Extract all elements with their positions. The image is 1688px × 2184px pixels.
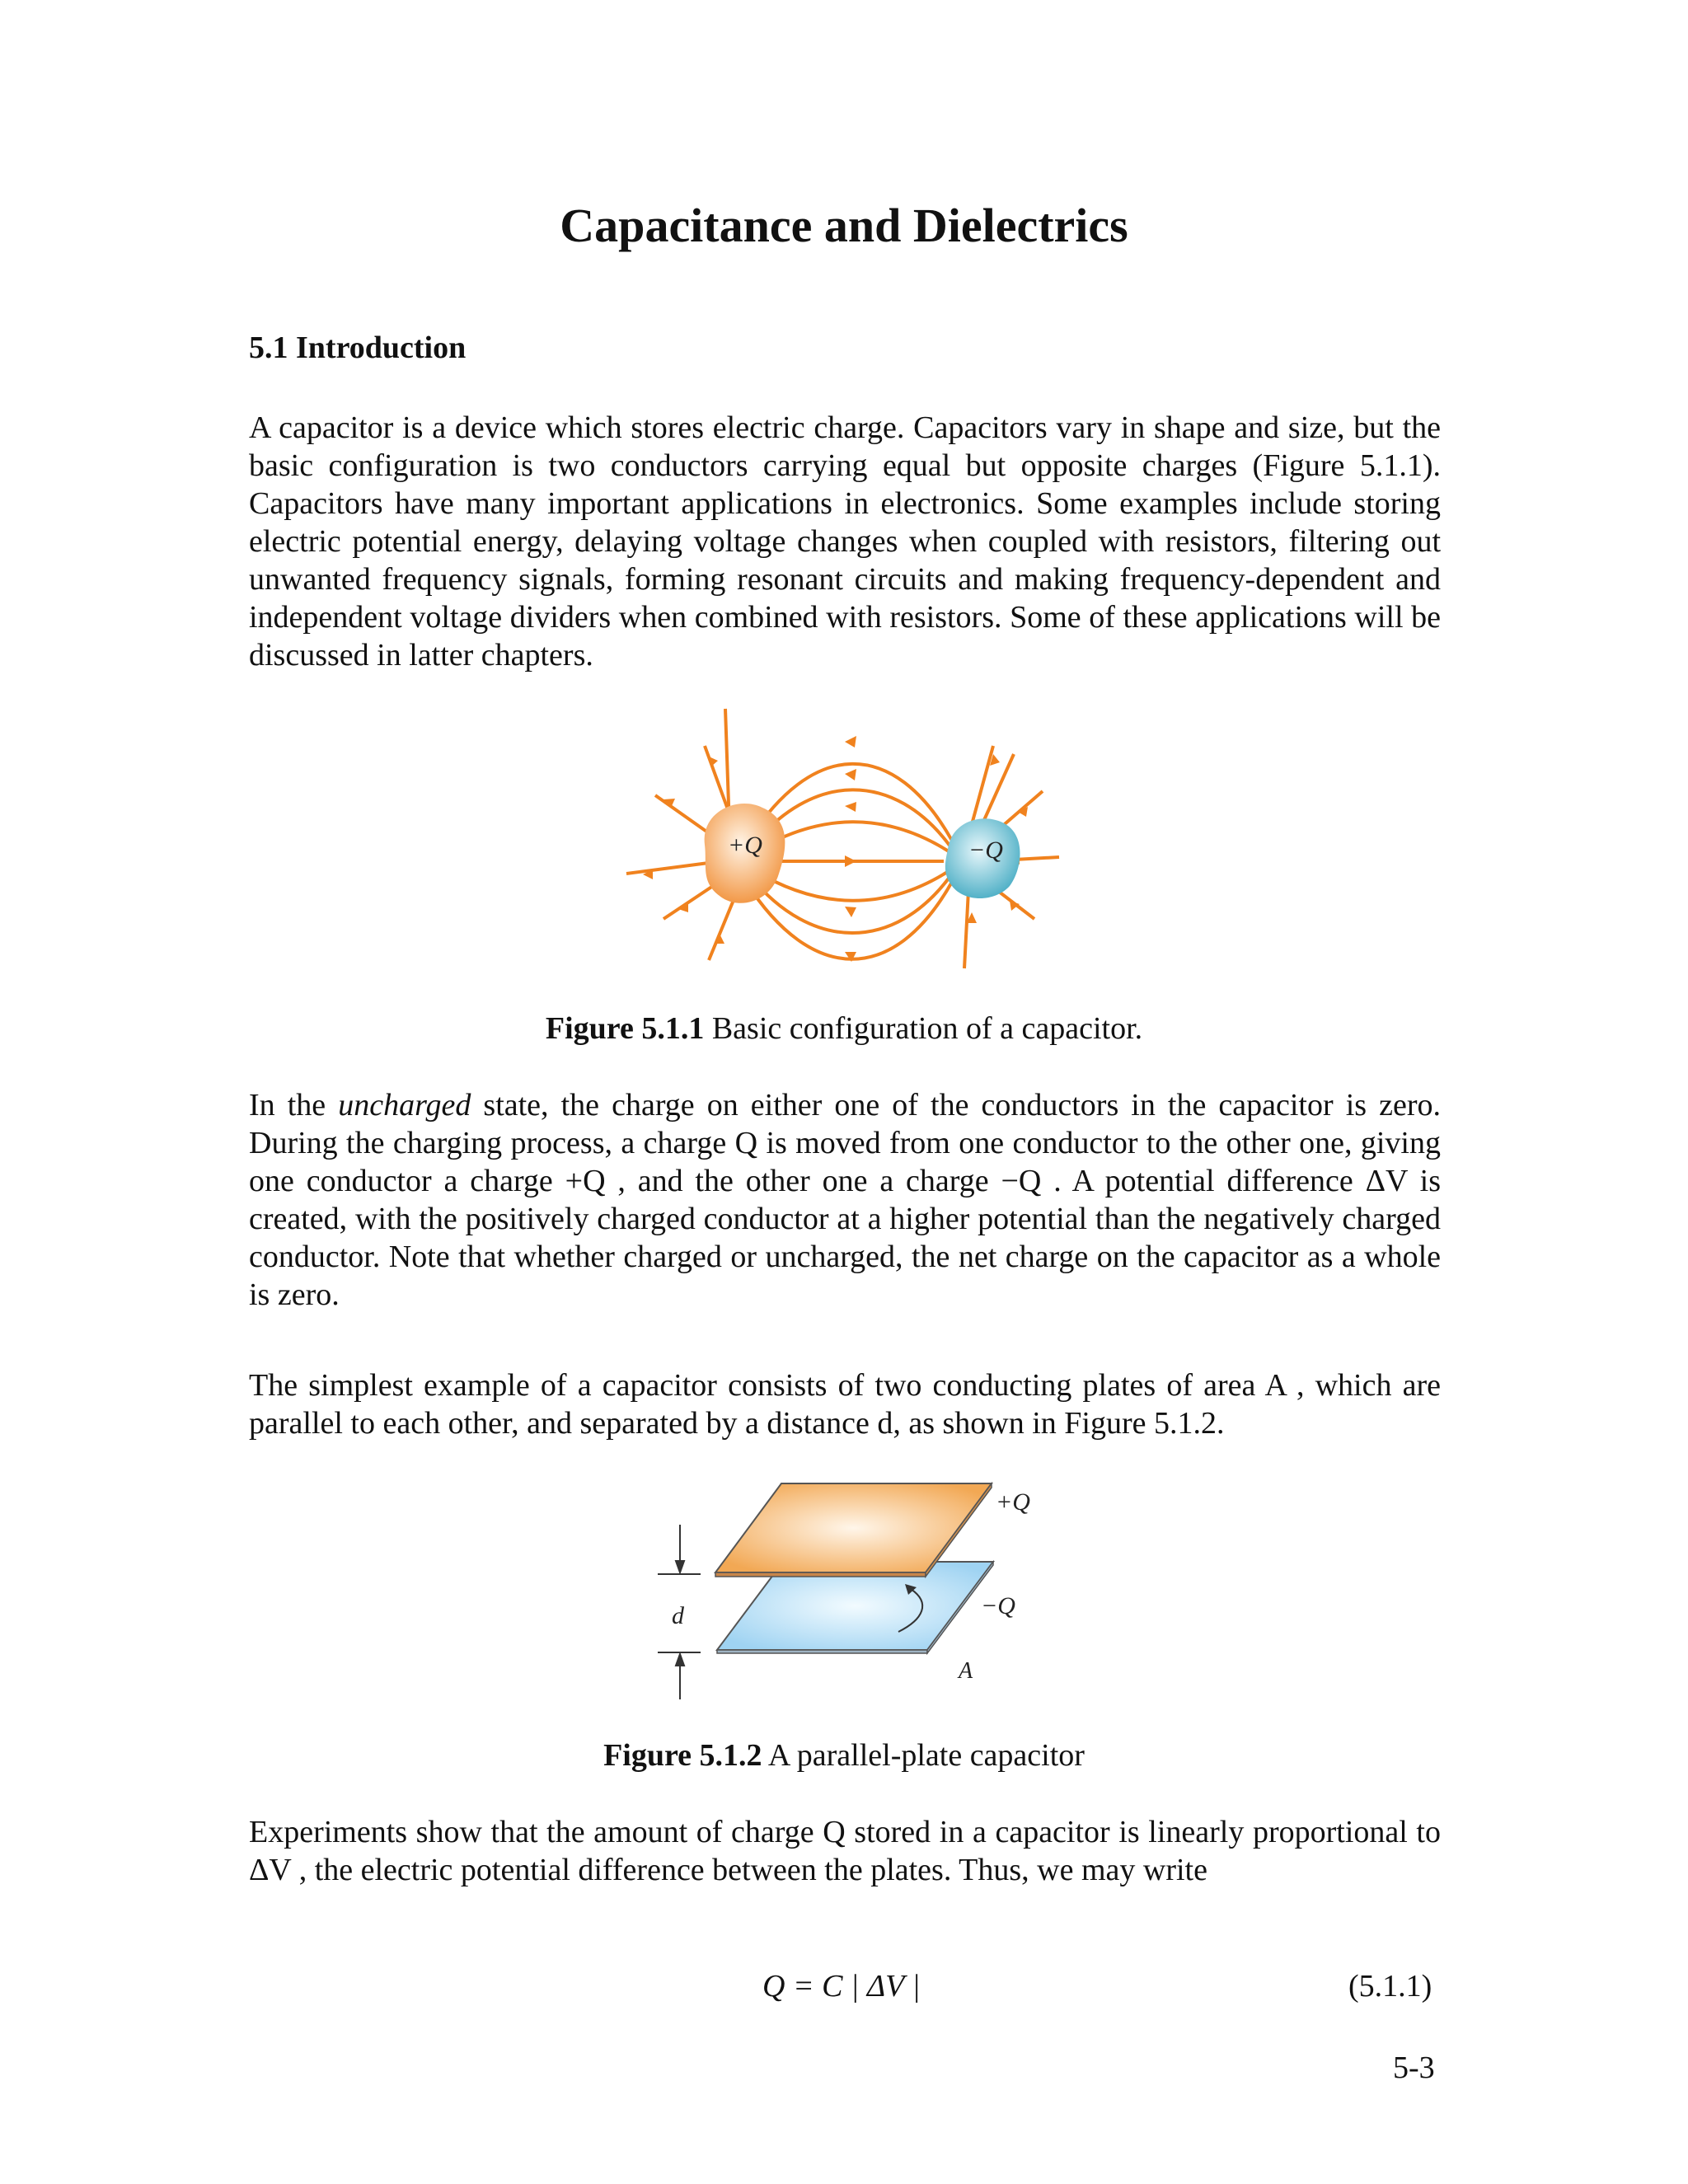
equation-capacitance: Q = C | ΔV |	[762, 1969, 921, 2004]
figure-capacitor-configuration	[622, 705, 1067, 977]
figure-1-caption	[0, 1010, 1688, 1047]
paragraph-charging-emphasis: uncharged	[338, 1088, 471, 1122]
paragraph-linear-relation: Experiments show that the amount of charge Q stored in a capacitor is linearly proportional to ΔV , the electric potential difference between the plates. Thus, we may write	[249, 1815, 1441, 1887]
figure-1-caption-label: Figure 5.1.1	[545, 1011, 705, 1046]
paragraph-charging-b: state, the charge on either one of the conductors in the capacitor is zero. During the charging process, a charge Q is moved from one conductor to the other one, giving one conductor a charge +Q , and the other one a charge −Q . A potential difference ΔV is created, with the positively charged conductor at a higher potential than the negatively charged conductor. Note that whether charged or uncharged, the net charge on the capacitor as a whole is zero.	[249, 1088, 1441, 1312]
equation-number: (5.1.1)	[1348, 1969, 1432, 2004]
figure-2-caption-text: A parallel-plate capacitor	[762, 1738, 1085, 1773]
figure-parallel-plate-capacitor	[651, 1467, 1063, 1706]
label-distance: d	[672, 1602, 684, 1629]
figure-2-caption	[0, 1737, 1688, 1774]
label-bottom-plate-charge: −Q	[981, 1592, 1015, 1619]
paragraph-parallel-plates: The simplest example of a capacitor consists of two conducting plates of area A , which are parallel to each other, and separated by a distance d, as shown in Figure 5.1.2.	[249, 1368, 1441, 1441]
paragraph-charging	[249, 1086, 1441, 1314]
paragraph-charging-a: In the	[249, 1088, 339, 1122]
label-area: A	[959, 1658, 973, 1684]
label-positive-charge: +Q	[728, 832, 762, 859]
label-negative-charge: −Q	[968, 837, 1003, 864]
figure-1-caption-text: Basic configuration of a capacitor.	[704, 1011, 1143, 1046]
paragraph-intro: A capacitor is a device which stores electric charge. Capacitors vary in shape and size, but the basic configuration is two conductors carrying equal but opposite charges (Figure 5.1.1). Capacitors have many important applications in electronics. Some examples include storing electric potential energy, delaying voltage changes when coupled with resistors, filtering out unwanted frequency signals, forming resonant circuits and making frequency-dependent and independent voltage dividers when combined with resistors. Some of these applications will be discussed in latter chapters.	[249, 410, 1441, 673]
page-title: Capacitance and Dielectrics	[560, 199, 1128, 252]
label-top-plate-charge: +Q	[996, 1488, 1030, 1516]
section-heading: 5.1 Introduction	[249, 330, 467, 365]
page-number: 5-3	[1393, 2050, 1435, 2085]
figure-2-caption-label: Figure 5.1.2	[603, 1738, 762, 1773]
